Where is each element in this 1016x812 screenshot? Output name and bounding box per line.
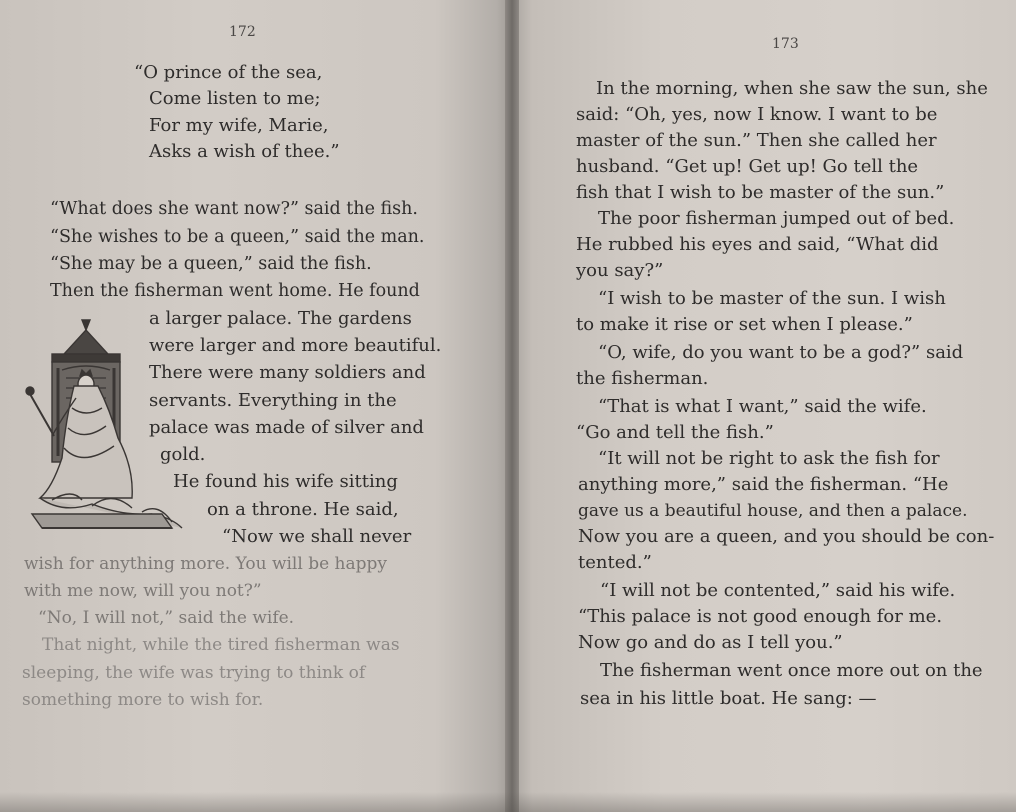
text-line: wish for anything more. You will be happy (24, 554, 388, 574)
text-line: That night, while the tired fisherman was (42, 635, 400, 655)
text-line: He found his wife sitting (173, 471, 398, 492)
text-line: to make it rise or set when I please.” (576, 314, 913, 335)
text-line: He rubbed his eyes and said, “What did (576, 234, 939, 255)
text-line: tented.” (578, 552, 652, 573)
text-line: “O, wife, do you want to be a god?” said (598, 342, 964, 363)
page-number-left: 172 (229, 24, 256, 40)
verse-line: For my wife, Marie, (149, 115, 329, 136)
page-bottom-shadow (0, 792, 1016, 812)
text-line: “This palace is not good enough for me. (578, 606, 943, 627)
text-line: “I wish to be master of the sun. I wish (598, 288, 946, 309)
text-line: gave us a beautiful house, and then a palace. (578, 501, 968, 521)
text-line: said: “Oh, yes, now I know. I want to be (576, 104, 938, 125)
text-line: on a throne. He said, (207, 499, 399, 520)
text-line: you say?” (576, 260, 664, 281)
text-line: “Go and tell the fish.” (576, 422, 774, 443)
text-line: were larger and more beautiful. (149, 335, 442, 356)
text-line: servants. Everything in the (149, 390, 397, 411)
text-line: something more to wish for. (22, 690, 264, 710)
verse-line: Asks a wish of thee.” (149, 141, 340, 162)
text-line: “She wishes to be a queen,” said the man. (50, 227, 425, 247)
verse-line: Come listen to me; (149, 88, 321, 109)
text-line: Now go and do as I tell you.” (578, 632, 843, 653)
text-line: “That is what I want,” said the wife. (598, 396, 927, 417)
verse-line: “O prince of the sea, (134, 62, 323, 83)
text-line: “I will not be contented,” said his wife. (600, 580, 956, 601)
text-line: anything more,” said the fisherman. “He (578, 474, 949, 495)
text-line: The poor fisherman jumped out of bed. (598, 208, 955, 229)
text-line: sea in his little boat. He sang: — (580, 688, 877, 709)
queen-on-throne-illustration (22, 318, 192, 540)
text-line: husband. “Get up! Get up! Go tell the (576, 156, 919, 177)
page-number-right: 173 (772, 36, 799, 52)
text-line: master of the sun.” Then she called her (576, 130, 937, 151)
text-line: “It will not be right to ask the fish for (598, 448, 940, 469)
text-line: “No, I will not,” said the wife. (38, 608, 295, 628)
text-line: Now you are a queen, and you should be con- (578, 526, 995, 547)
text-line: fish that I wish to be master of the sun.” (576, 182, 945, 203)
text-line: In the morning, when she saw the sun, she (596, 78, 988, 99)
text-line: Then the fisherman went home. He found (50, 281, 420, 301)
text-line: the fisherman. (576, 368, 709, 389)
right-page (512, 0, 1016, 812)
text-line: “Now we shall never (222, 526, 412, 547)
text-line: palace was made of silver and (149, 417, 424, 438)
text-line: sleeping, the wife was trying to think of (22, 663, 366, 683)
text-line: “She may be a queen,” said the fish. (50, 254, 372, 274)
text-line: with me now, will you not?” (24, 581, 262, 601)
text-line: “What does she want now?” said the fish. (50, 199, 418, 219)
text-line: The fisherman went once more out on the (600, 660, 983, 681)
text-line: a larger palace. The gardens (149, 308, 412, 329)
text-line: There were many soldiers and (149, 362, 426, 383)
text-line: gold. (160, 444, 206, 465)
book-gutter (505, 0, 519, 812)
